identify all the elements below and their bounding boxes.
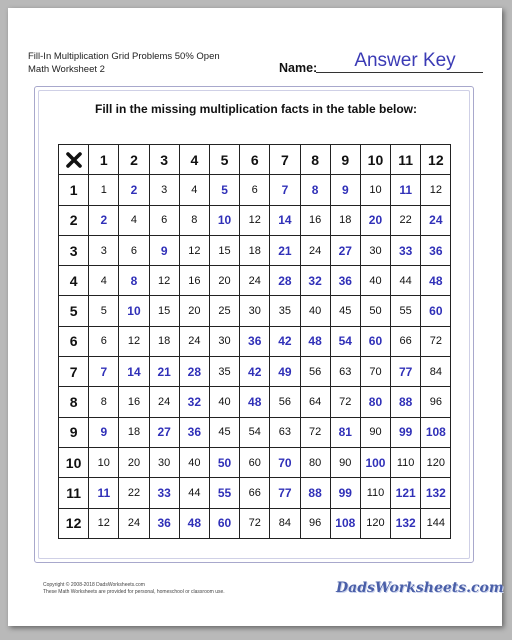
given-cell: 120 xyxy=(421,447,451,477)
given-cell: 12 xyxy=(119,326,149,356)
given-cell: 5 xyxy=(89,296,119,326)
table-row xyxy=(59,447,451,477)
answer-cell: 14 xyxy=(119,357,149,387)
answer-cell: 99 xyxy=(391,417,421,447)
given-cell: 40 xyxy=(179,447,209,477)
answer-cell: 99 xyxy=(330,478,360,508)
usage-text: These Math Worksheets are provided for personal, homeschool or classroom use. xyxy=(43,589,225,595)
answer-cell: 54 xyxy=(330,326,360,356)
given-cell: 3 xyxy=(149,175,179,205)
given-cell: 22 xyxy=(391,205,421,235)
table-row xyxy=(59,387,451,417)
given-cell: 35 xyxy=(209,357,239,387)
given-cell: 144 xyxy=(421,508,451,538)
given-cell: 66 xyxy=(391,326,421,356)
answer-cell: 70 xyxy=(270,447,300,477)
answer-cell: 28 xyxy=(179,357,209,387)
given-cell: 24 xyxy=(149,387,179,417)
answer-cell: 20 xyxy=(360,205,390,235)
answer-cell: 36 xyxy=(179,417,209,447)
answer-cell: 88 xyxy=(391,387,421,417)
given-cell: 10 xyxy=(89,447,119,477)
answer-cell: 9 xyxy=(330,175,360,205)
given-cell: 24 xyxy=(240,266,270,296)
name-field xyxy=(279,50,489,75)
column-header-11: 11 xyxy=(391,145,421,175)
answer-cell: 11 xyxy=(391,175,421,205)
given-cell: 4 xyxy=(89,266,119,296)
answer-cell: 14 xyxy=(270,205,300,235)
given-cell: 80 xyxy=(300,447,330,477)
given-cell: 12 xyxy=(240,205,270,235)
answer-cell: 8 xyxy=(119,266,149,296)
footer xyxy=(43,582,225,596)
answer-cell: 11 xyxy=(89,478,119,508)
column-header-1: 1 xyxy=(89,145,119,175)
row-header-8: 8 xyxy=(59,387,89,417)
table-row xyxy=(59,508,451,538)
given-cell: 120 xyxy=(360,508,390,538)
given-cell: 44 xyxy=(179,478,209,508)
given-cell: 96 xyxy=(421,387,451,417)
given-cell: 18 xyxy=(240,235,270,265)
row-header-11: 11 xyxy=(59,478,89,508)
name-underline xyxy=(316,72,483,73)
answer-cell: 21 xyxy=(270,235,300,265)
answer-cell: 81 xyxy=(330,417,360,447)
answer-cell: 42 xyxy=(240,357,270,387)
table-row xyxy=(59,478,451,508)
given-cell: 24 xyxy=(300,235,330,265)
given-cell: 16 xyxy=(300,205,330,235)
row-header-4: 4 xyxy=(59,266,89,296)
given-cell: 30 xyxy=(149,447,179,477)
answer-cell: 7 xyxy=(89,357,119,387)
answer-cell: 108 xyxy=(330,508,360,538)
answer-cell: 80 xyxy=(360,387,390,417)
column-header-7: 7 xyxy=(270,145,300,175)
answer-cell: 60 xyxy=(421,296,451,326)
given-cell: 50 xyxy=(360,296,390,326)
answer-cell: 48 xyxy=(421,266,451,296)
table-row xyxy=(59,326,451,356)
row-header-2: 2 xyxy=(59,205,89,235)
worksheet-title xyxy=(28,50,220,76)
given-cell: 72 xyxy=(421,326,451,356)
given-cell: 4 xyxy=(119,205,149,235)
given-cell: 64 xyxy=(300,387,330,417)
given-cell: 56 xyxy=(300,357,330,387)
answer-cell: 121 xyxy=(391,478,421,508)
given-cell: 110 xyxy=(360,478,390,508)
answer-cell: 60 xyxy=(360,326,390,356)
given-cell: 63 xyxy=(270,417,300,447)
given-cell: 8 xyxy=(179,205,209,235)
given-cell: 40 xyxy=(209,387,239,417)
given-cell: 66 xyxy=(240,478,270,508)
answer-cell: 108 xyxy=(421,417,451,447)
given-cell: 55 xyxy=(391,296,421,326)
title-line-2: Math Worksheet 2 xyxy=(28,64,105,75)
given-cell: 1 xyxy=(89,175,119,205)
answer-cell: 77 xyxy=(270,478,300,508)
answer-cell: 88 xyxy=(300,478,330,508)
answer-cell: 9 xyxy=(89,417,119,447)
given-cell: 110 xyxy=(391,447,421,477)
given-cell: 44 xyxy=(391,266,421,296)
given-cell: 40 xyxy=(360,266,390,296)
given-cell: 12 xyxy=(89,508,119,538)
table-row xyxy=(59,175,451,205)
given-cell: 20 xyxy=(209,266,239,296)
table-row xyxy=(59,266,451,296)
row-header-5: 5 xyxy=(59,296,89,326)
column-header-5: 5 xyxy=(209,145,239,175)
answer-cell: 32 xyxy=(179,387,209,417)
given-cell: 3 xyxy=(89,235,119,265)
dadsworksheets-logo: DadsWorksheets.com xyxy=(336,580,504,596)
row-header-1: 1 xyxy=(59,175,89,205)
given-cell: 72 xyxy=(300,417,330,447)
column-header-12: 12 xyxy=(421,145,451,175)
answer-cell: 60 xyxy=(209,508,239,538)
answer-cell: 36 xyxy=(421,235,451,265)
given-cell: 30 xyxy=(209,326,239,356)
column-header-6: 6 xyxy=(240,145,270,175)
answer-cell: 10 xyxy=(119,296,149,326)
answer-cell: 33 xyxy=(149,478,179,508)
name-label: Name: xyxy=(279,61,318,75)
given-cell: 20 xyxy=(119,447,149,477)
answer-cell: 32 xyxy=(300,266,330,296)
answer-cell: 48 xyxy=(240,387,270,417)
given-cell: 56 xyxy=(270,387,300,417)
answer-cell: 42 xyxy=(270,326,300,356)
given-cell: 18 xyxy=(149,326,179,356)
given-cell: 40 xyxy=(300,296,330,326)
given-cell: 60 xyxy=(240,447,270,477)
answer-cell: 2 xyxy=(119,175,149,205)
answer-cell: 28 xyxy=(270,266,300,296)
given-cell: 16 xyxy=(179,266,209,296)
multiplication-grid xyxy=(58,144,451,539)
given-cell: 45 xyxy=(209,417,239,447)
header-row xyxy=(59,145,451,175)
given-cell: 90 xyxy=(360,417,390,447)
answer-cell: 24 xyxy=(421,205,451,235)
given-cell: 18 xyxy=(119,417,149,447)
row-header-6: 6 xyxy=(59,326,89,356)
answer-cell: 5 xyxy=(209,175,239,205)
column-header-10: 10 xyxy=(360,145,390,175)
instructions: Fill in the missing multiplication facts in the table below: xyxy=(94,102,418,116)
answer-cell: 10 xyxy=(209,205,239,235)
column-header-4: 4 xyxy=(179,145,209,175)
given-cell: 25 xyxy=(209,296,239,326)
given-cell: 20 xyxy=(179,296,209,326)
given-cell: 22 xyxy=(119,478,149,508)
column-header-9: 9 xyxy=(330,145,360,175)
column-header-2: 2 xyxy=(119,145,149,175)
answer-cell: 27 xyxy=(330,235,360,265)
answer-cell: 21 xyxy=(149,357,179,387)
answer-cell: 7 xyxy=(270,175,300,205)
title-line-1: Fill-In Multiplication Grid Problems 50% Open xyxy=(28,51,220,62)
given-cell: 4 xyxy=(179,175,209,205)
given-cell: 72 xyxy=(240,508,270,538)
given-cell: 54 xyxy=(240,417,270,447)
answer-key-label: Answer Key xyxy=(354,50,456,71)
answer-cell: 9 xyxy=(149,235,179,265)
answer-cell: 33 xyxy=(391,235,421,265)
given-cell: 35 xyxy=(270,296,300,326)
given-cell: 63 xyxy=(330,357,360,387)
given-cell: 12 xyxy=(149,266,179,296)
answer-cell: 100 xyxy=(360,447,390,477)
answer-cell: 77 xyxy=(391,357,421,387)
given-cell: 90 xyxy=(330,447,360,477)
given-cell: 70 xyxy=(360,357,390,387)
answer-cell: 36 xyxy=(149,508,179,538)
row-header-12: 12 xyxy=(59,508,89,538)
answer-cell: 27 xyxy=(149,417,179,447)
table-row xyxy=(59,235,451,265)
answer-cell: 50 xyxy=(209,447,239,477)
column-header-8: 8 xyxy=(300,145,330,175)
row-header-3: 3 xyxy=(59,235,89,265)
answer-cell: 132 xyxy=(391,508,421,538)
answer-cell: 2 xyxy=(89,205,119,235)
given-cell: 84 xyxy=(270,508,300,538)
given-cell: 18 xyxy=(330,205,360,235)
given-cell: 10 xyxy=(360,175,390,205)
given-cell: 96 xyxy=(300,508,330,538)
given-cell: 16 xyxy=(119,387,149,417)
row-header-7: 7 xyxy=(59,357,89,387)
given-cell: 84 xyxy=(421,357,451,387)
table-row xyxy=(59,417,451,447)
given-cell: 6 xyxy=(149,205,179,235)
row-header-10: 10 xyxy=(59,447,89,477)
given-cell: 15 xyxy=(209,235,239,265)
given-cell: 8 xyxy=(89,387,119,417)
given-cell: 24 xyxy=(179,326,209,356)
answer-cell: 49 xyxy=(270,357,300,387)
given-cell: 15 xyxy=(149,296,179,326)
table-row xyxy=(59,296,451,326)
answer-cell: 55 xyxy=(209,478,239,508)
answer-cell: 132 xyxy=(421,478,451,508)
given-cell: 6 xyxy=(89,326,119,356)
given-cell: 30 xyxy=(240,296,270,326)
given-cell: 6 xyxy=(240,175,270,205)
column-header-3: 3 xyxy=(149,145,179,175)
answer-cell: 36 xyxy=(240,326,270,356)
table-row xyxy=(59,205,451,235)
given-cell: 12 xyxy=(421,175,451,205)
answer-cell: 36 xyxy=(330,266,360,296)
row-header-9: 9 xyxy=(59,417,89,447)
given-cell: 45 xyxy=(330,296,360,326)
answer-cell: 8 xyxy=(300,175,330,205)
multiply-x-icon xyxy=(59,145,89,175)
given-cell: 72 xyxy=(330,387,360,417)
given-cell: 24 xyxy=(119,508,149,538)
given-cell: 12 xyxy=(179,235,209,265)
answer-cell: 48 xyxy=(179,508,209,538)
copyright-text: Copyright © 2008-2018 DadsWorksheets.com xyxy=(43,582,145,588)
table-row xyxy=(59,357,451,387)
given-cell: 6 xyxy=(119,235,149,265)
given-cell: 30 xyxy=(360,235,390,265)
answer-cell: 48 xyxy=(300,326,330,356)
